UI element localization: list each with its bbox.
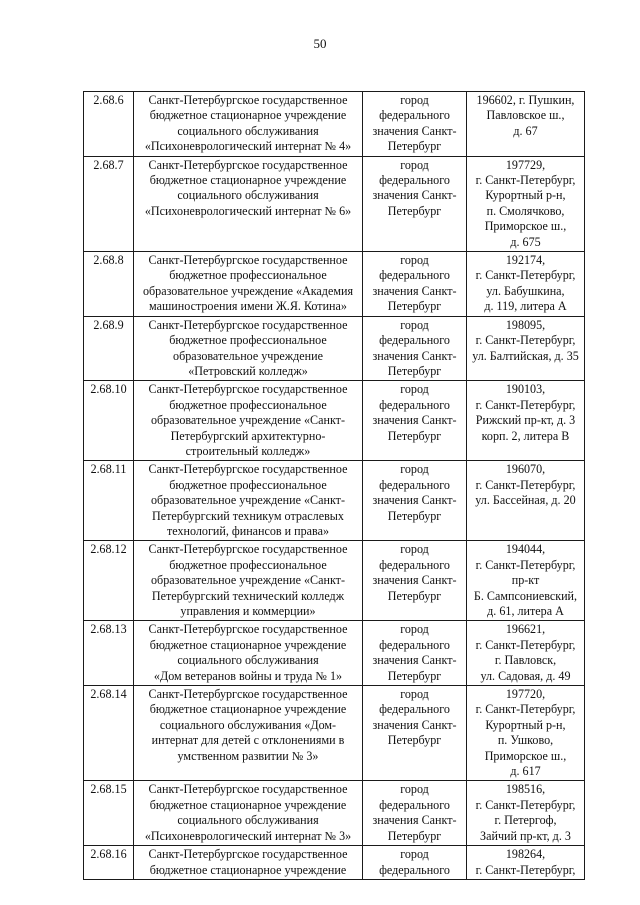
- region-line: федерального: [379, 557, 450, 572]
- address-line: п. Смолячково,: [486, 203, 565, 218]
- institution-name-line: социального обслуживания: [177, 123, 319, 138]
- region-cell: [363, 541, 467, 621]
- region-line: Петербург: [387, 299, 442, 314]
- address-line: г. Павловск,: [494, 653, 557, 668]
- institution-name-line: интернат для детей с отклонениями в: [151, 733, 345, 748]
- address-cell: [467, 252, 585, 317]
- address-line: Б. Сампсониевский,: [473, 588, 578, 603]
- item-number-cell: 2.68.14: [84, 686, 134, 781]
- address-line: пр-кт: [511, 573, 540, 588]
- item-number-cell: 2.68.8: [84, 252, 134, 317]
- address-cell: [467, 381, 585, 461]
- region-line: город: [400, 93, 429, 107]
- region-line: город: [400, 253, 429, 268]
- address-line: г. Санкт-Петербург,: [475, 862, 576, 877]
- table-row: [84, 461, 585, 541]
- institution-name-line: образовательное учреждение «Санкт-: [151, 493, 345, 508]
- institution-name-line: Санкт-Петербургское государственное: [148, 157, 348, 172]
- address-line: г. Санкт-Петербург,: [475, 397, 576, 412]
- address-line: 196070,: [505, 462, 546, 477]
- address-line: 198264,: [505, 847, 546, 862]
- institution-name-cell: [134, 846, 363, 880]
- region-line: город: [400, 382, 429, 397]
- address-line: 194044,: [505, 542, 546, 557]
- address-line: д. 617: [510, 764, 541, 779]
- address-line: г. Санкт-Петербург,: [475, 797, 576, 812]
- institution-name-cell: [134, 92, 363, 157]
- institution-name-cell: [134, 381, 363, 461]
- region-line: значения Санкт-: [372, 493, 457, 508]
- page-number: 50: [313, 36, 327, 51]
- institution-name-line: умственном развитии № 3»: [177, 748, 319, 763]
- region-line: значения Санкт-: [372, 283, 457, 298]
- region-line: значения Санкт-: [372, 573, 457, 588]
- region-cell: [363, 92, 467, 157]
- table-row: [84, 781, 585, 846]
- address-line: корп. 2, литера В: [481, 428, 570, 443]
- region-cell: [363, 846, 467, 880]
- address-line: Зайчий пр-кт, д. 3: [480, 828, 571, 843]
- institution-name-line: «Психоневрологический интернат № 4»: [144, 139, 352, 154]
- address-cell: [467, 541, 585, 621]
- address-line: 197720,: [505, 687, 546, 702]
- region-line: город: [400, 847, 429, 862]
- table-row: [84, 252, 585, 317]
- address-line: Курортный р-н,: [485, 717, 566, 732]
- table-row: [84, 541, 585, 621]
- region-line: федерального: [379, 333, 450, 348]
- institution-name-line: бюджетное стационарное учреждение: [149, 637, 347, 652]
- address-cell: [467, 316, 585, 381]
- institution-name-cell: [134, 156, 363, 251]
- institution-name-line: технологий, финансов и права»: [166, 523, 330, 538]
- address-line: ул. Бабушкина,: [486, 283, 565, 298]
- table-row: [84, 381, 585, 461]
- institution-name-line: образовательное учреждение «Академия: [142, 283, 354, 298]
- institution-name-line: Санкт-Петербургское государственное: [148, 382, 348, 397]
- address-line: ул. Садовая, д. 49: [480, 668, 571, 683]
- address-line: 190103,: [505, 382, 546, 397]
- item-number-cell: 2.68.15: [84, 781, 134, 846]
- institution-name-line: бюджетное профессиональное: [169, 477, 327, 492]
- item-number-cell: 2.68.12: [84, 541, 134, 621]
- institution-name-line: Санкт-Петербургское государственное: [148, 253, 348, 268]
- region-line: федерального: [379, 797, 450, 812]
- address-line: г. Санкт-Петербург,: [475, 477, 576, 492]
- address-line: 196602, г. Пушкин,: [476, 93, 575, 107]
- address-line: г. Санкт-Петербург,: [475, 173, 576, 188]
- institution-name-line: строительный колледж»: [185, 443, 311, 458]
- institution-name-line: управления и коммерции»: [180, 604, 316, 618]
- address-line: п. Ушково,: [497, 733, 554, 748]
- item-number-cell: 2.68.13: [84, 621, 134, 686]
- address-line: г. Санкт-Петербург,: [475, 333, 576, 348]
- institution-name-line: социального обслуживания «Дом-: [159, 717, 337, 732]
- institution-name-line: бюджетное стационарное учреждение: [149, 108, 347, 123]
- region-line: федерального: [379, 702, 450, 717]
- institution-name-line: Санкт-Петербургское государственное: [148, 687, 348, 702]
- address-cell: [467, 621, 585, 686]
- address-line: г. Санкт-Петербург,: [475, 268, 576, 283]
- region-cell: [363, 316, 467, 381]
- region-line: федерального: [379, 268, 450, 283]
- institution-name-cell: [134, 316, 363, 381]
- region-line: город: [400, 317, 429, 332]
- address-cell: [467, 92, 585, 157]
- address-line: д. 67: [513, 123, 538, 138]
- institution-name-line: «Психоневрологический интернат № 3»: [144, 828, 352, 843]
- address-line: г. Санкт-Петербург,: [475, 637, 576, 652]
- table-row: [84, 156, 585, 251]
- institution-name-line: социального обслуживания: [177, 188, 319, 203]
- institution-name-line: образовательное учреждение: [173, 348, 323, 363]
- region-cell: [363, 381, 467, 461]
- address-line: д. 119, литера А: [484, 299, 567, 314]
- region-line: Петербург: [387, 828, 442, 843]
- region-cell: [363, 156, 467, 251]
- institution-name-line: бюджетное профессиональное: [169, 397, 327, 412]
- region-line: Петербург: [387, 139, 442, 154]
- institution-name-line: социального обслуживания: [177, 813, 319, 828]
- table-row: [84, 846, 585, 880]
- region-cell: [363, 461, 467, 541]
- address-line: д. 675: [510, 234, 541, 249]
- region-cell: [363, 781, 467, 846]
- institution-name-cell: [134, 461, 363, 541]
- item-number-cell: 2.68.7: [84, 156, 134, 251]
- address-line: Приморское ш.,: [484, 219, 567, 234]
- region-line: город: [400, 542, 429, 557]
- region-line: значения Санкт-: [372, 348, 457, 363]
- address-line: ул. Балтийская, д. 35: [472, 348, 579, 363]
- region-cell: [363, 621, 467, 686]
- address-line: д. 61, литера А: [487, 604, 564, 618]
- region-cell: [363, 686, 467, 781]
- item-number-cell: 2.68.10: [84, 381, 134, 461]
- region-line: значения Санкт-: [372, 717, 457, 732]
- institution-name-line: бюджетное стационарное учреждение: [149, 797, 347, 812]
- address-cell: [467, 461, 585, 541]
- institution-name-line: Санкт-Петербургское государственное: [148, 462, 348, 477]
- region-line: федерального: [379, 862, 450, 877]
- address-line: 197729,: [505, 157, 546, 172]
- address-line: Павловское ш.,: [486, 108, 565, 123]
- institution-name-line: Санкт-Петербургское государственное: [148, 782, 348, 797]
- address-line: 192174,: [505, 253, 546, 268]
- region-line: федерального: [379, 173, 450, 188]
- item-number-cell: 2.68.11: [84, 461, 134, 541]
- institution-name-cell: [134, 252, 363, 317]
- address-cell: [467, 156, 585, 251]
- institution-name-line: бюджетное профессиональное: [169, 557, 327, 572]
- institution-name-line: Петербургский архитектурно-: [170, 428, 326, 443]
- address-line: ул. Бассейная, д. 20: [475, 493, 576, 508]
- region-line: федерального: [379, 637, 450, 652]
- address-line: 198095,: [505, 317, 546, 332]
- address-line: г. Санкт-Петербург,: [475, 557, 576, 572]
- address-line: г. Петергоф,: [494, 813, 557, 828]
- institution-name-line: бюджетное стационарное учреждение: [149, 173, 347, 188]
- item-number-cell: 2.68.16: [84, 846, 134, 880]
- institution-name-line: образовательное учреждение «Санкт-: [151, 573, 345, 588]
- address-cell: [467, 781, 585, 846]
- region-line: город: [400, 782, 429, 797]
- region-line: Петербург: [387, 363, 442, 378]
- region-cell: [363, 252, 467, 317]
- region-line: Петербург: [387, 733, 442, 748]
- address-line: Курортный р-н,: [485, 188, 566, 203]
- region-line: город: [400, 157, 429, 172]
- region-line: значения Санкт-: [372, 188, 457, 203]
- institution-name-line: бюджетное стационарное учреждение: [149, 862, 347, 877]
- region-line: Петербург: [387, 508, 442, 523]
- table-row: [84, 621, 585, 686]
- region-line: федерального: [379, 108, 450, 123]
- region-line: город: [400, 462, 429, 477]
- address-line: г. Санкт-Петербург,: [475, 702, 576, 717]
- region-line: федерального: [379, 477, 450, 492]
- institution-name-line: Петербургский технический колледж: [151, 588, 345, 603]
- institution-name-line: «Психоневрологический интернат № 6»: [144, 203, 352, 218]
- institution-name-cell: [134, 686, 363, 781]
- registry-table-body: [84, 92, 585, 880]
- institution-name-cell: [134, 621, 363, 686]
- institution-name-line: бюджетное профессиональное: [169, 333, 327, 348]
- institution-name-cell: [134, 781, 363, 846]
- institution-name-line: бюджетное профессиональное: [169, 268, 327, 283]
- region-line: значения Санкт-: [372, 413, 457, 428]
- institution-name-cell: [134, 541, 363, 621]
- institution-name-line: «Дом ветеранов войны и труда № 1»: [153, 668, 343, 683]
- item-number-cell: 2.68.9: [84, 316, 134, 381]
- region-line: Петербург: [387, 203, 442, 218]
- address-cell: [467, 686, 585, 781]
- region-line: значения Санкт-: [372, 123, 457, 138]
- institution-name-line: Санкт-Петербургское государственное: [148, 847, 348, 862]
- institution-name-line: Петербургский техникум отраслевых: [152, 508, 344, 523]
- table-row: [84, 92, 585, 157]
- address-line: Рижский пр-кт, д. 3: [475, 413, 576, 428]
- region-line: значения Санкт-: [372, 653, 457, 668]
- institution-name-line: машиностроения имени Ж.Я. Котина»: [149, 299, 347, 314]
- registry-table: [83, 91, 585, 880]
- region-line: федерального: [379, 397, 450, 412]
- address-line: 196621,: [505, 622, 546, 637]
- region-line: Петербург: [387, 428, 442, 443]
- institution-name-line: Санкт-Петербургское государственное: [148, 542, 348, 557]
- region-line: Петербург: [387, 588, 442, 603]
- item-number-cell: 2.68.6: [84, 92, 134, 157]
- address-line: 198516,: [505, 782, 546, 797]
- address-line: Приморское ш.,: [484, 748, 567, 763]
- institution-name-line: «Петровский колледж»: [188, 363, 308, 378]
- region-line: город: [400, 622, 429, 637]
- institution-name-line: Санкт-Петербургское государственное: [148, 622, 348, 637]
- institution-name-line: образовательное учреждение «Санкт-: [151, 413, 345, 428]
- institution-name-line: Санкт-Петербургское государственное: [148, 317, 348, 332]
- address-cell: [467, 846, 585, 880]
- institution-name-line: бюджетное стационарное учреждение: [149, 702, 347, 717]
- region-line: значения Санкт-: [372, 813, 457, 828]
- institution-name-line: Санкт-Петербургское государственное: [148, 93, 348, 107]
- region-line: город: [400, 687, 429, 702]
- region-line: Петербург: [387, 668, 442, 683]
- institution-name-line: социального обслуживания: [177, 653, 319, 668]
- table-row: [84, 316, 585, 381]
- table-row: [84, 686, 585, 781]
